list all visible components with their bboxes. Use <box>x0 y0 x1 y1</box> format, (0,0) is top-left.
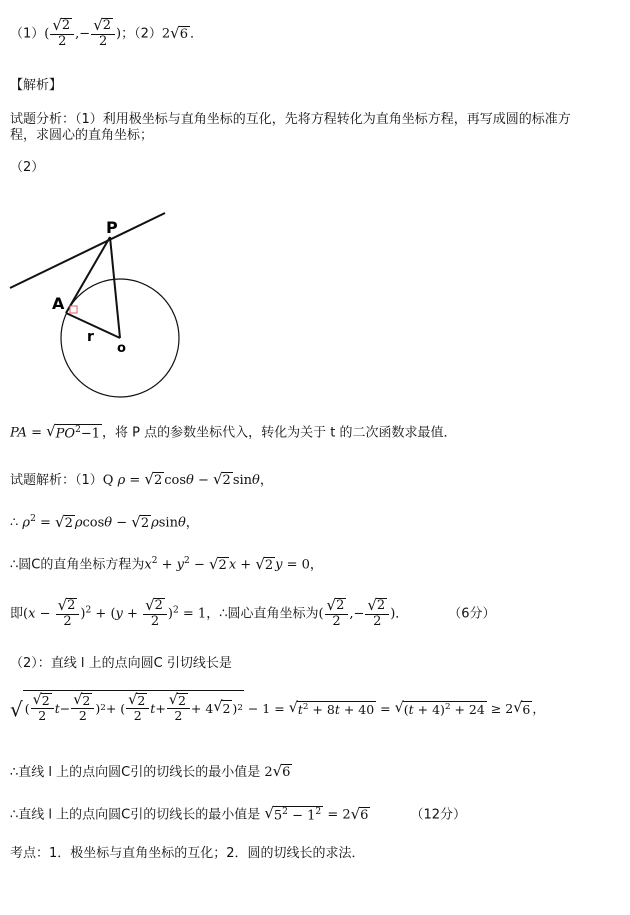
answer-radicand: 6 <box>179 26 188 42</box>
segment-po <box>110 237 120 338</box>
label-a: A <box>52 294 65 313</box>
label-o: o <box>117 341 126 356</box>
standard-form-line: 即(x − √ 2 2 )$^2$ + (y + √ 2 2 )$^2$ = 1，∴圆心直角坐标为( √ 2 2 ,− √ 2 2 )． （6分） <box>10 596 496 630</box>
pa-explanation: ，将 P 点的参数坐标代入，转化为关于 t 的二次函数求最值． <box>102 425 457 441</box>
score-12: （12分） <box>410 807 466 823</box>
answer-line: （1）( √ 2 2 ,− √ 2 2 )；（2）2 √ 6 ． <box>10 16 203 50</box>
answer-coef: 2 <box>161 26 171 42</box>
part2-text: （2）：直线 l 上的点向圆C 引切线长是 <box>10 656 232 671</box>
jiexi-heading: 【解析】 <box>10 78 63 93</box>
solution-intro-line: 试题解析：（1）Q ρ = √ 2 cosθ − √ 2 sinθ， <box>10 470 273 488</box>
minimum-line-2: ∴直线 l 上的点向圆C引的切线长的最小值是 √ $5^2 - 1^2$ = 2 √ 6 （12分） <box>10 804 466 824</box>
center-prefix: ，∴圆心直角坐标为 <box>206 606 319 622</box>
ji-label: 即 <box>10 606 24 622</box>
kaodian-line: 考点：1．极坐标与直角坐标的互化；2．圆的切线长的求法． <box>10 846 365 861</box>
tangent-length-formula: √ ( √ 2 2 t − √ 2 2 ) 2 + ( √ 2 2 t + √ 2 2 + 4 √ 2 ) 2 − 1 = √ $t^2 + 8t + 40$ = √ $(t + 4)^2 + 24$ ≥ 2 √ 6 ， <box>10 692 545 724</box>
analysis-line-3: （2） <box>10 160 45 175</box>
analysis-line-2: 程，求圆心的直角坐标； <box>10 128 154 143</box>
score-6: （6分） <box>448 606 496 622</box>
rho-squared-line: ∴ $\rho^2$ = √ 2 ρcosθ − √ 2 ρsinθ， <box>10 512 199 531</box>
minimum-line-1: ∴直线 l 上的点向圆C引的切线长的最小值是 2 √ 6 <box>10 762 291 780</box>
answer-part1-label: （1） <box>10 26 45 42</box>
analysis-line-1: 试题分析：（1）利用极坐标与直角坐标的互化，先将方程转化为直角坐标方程，再写成圆的标准方 <box>10 112 571 127</box>
tangent-figure <box>8 205 198 400</box>
label-r: r <box>87 329 94 345</box>
solution-intro: 试题解析：（1） <box>10 472 103 488</box>
segment-pa <box>66 237 110 313</box>
circle-eq-prefix: ∴圆C的直角坐标方程为 <box>10 557 145 573</box>
label-p: P <box>106 218 118 237</box>
answer-part2-label: ；（2） <box>121 26 162 42</box>
min-text-1: ∴直线 l 上的点向圆C引的切线长的最小值是 <box>10 764 265 780</box>
circle-equation-line: ∴圆C的直角坐标方程为$x^2 + y^2$ − √ 2 x + √ 2 y = 0， <box>10 554 323 573</box>
pa-formula-line: PA = √ $PO^2-1$ ，将 P 点的参数坐标代入，转化为关于 t 的二次函数求最值． <box>10 422 457 442</box>
right-angle-mark <box>70 306 77 313</box>
answer-end: ． <box>189 26 203 42</box>
min-text-2: ∴直线 l 上的点向圆C引的切线长的最小值是 <box>10 807 265 823</box>
